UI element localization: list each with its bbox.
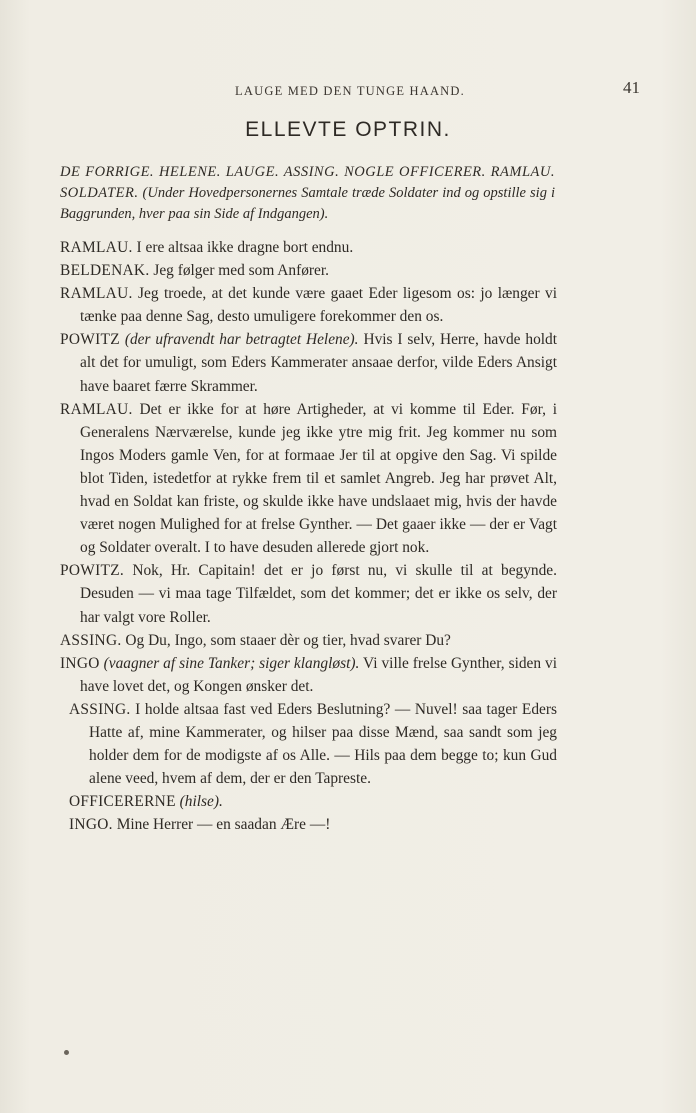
speech-text: Vi ville frelse Gynther, siden vi have lovet det, og Kongen ønsker det. — [80, 654, 558, 695]
speaker-name: POWITZ. — [60, 562, 125, 580]
speech-text: Hvis I selv, Herre, havde holdt alt det for umuligt, som Eders Kammerater ansaae derfor, vilde Eders Ansigt have baaret færre Skrammer. — [80, 331, 558, 395]
speech — [60, 282, 557, 328]
speech — [60, 328, 557, 397]
running-head — [60, 78, 640, 100]
speech — [69, 813, 557, 836]
page-number: 41 — [623, 78, 640, 97]
speech — [60, 629, 557, 652]
speech — [60, 236, 557, 259]
speech — [60, 398, 557, 560]
speaker-name: ASSING. — [69, 700, 131, 718]
speaker-name: OFFICERERNE — [69, 793, 176, 811]
speech — [69, 698, 557, 790]
speaker-name: POWITZ — [60, 331, 120, 349]
speech — [60, 652, 557, 698]
speech-text: Mine Herrer — en saadan Ære —! — [116, 816, 331, 834]
speech — [60, 259, 557, 282]
running-title: LAUGE MED DEN TUNGE HAAND. — [235, 84, 465, 98]
speech-text: Og Du, Ingo, som staaer dèr og tier, hvad svarer Du? — [125, 631, 451, 649]
print-speck — [64, 1050, 69, 1055]
stage-direction: (der ufravendt har betragtet Helene). — [124, 331, 359, 349]
stage-direction: (hilse). — [179, 793, 223, 811]
section-title: ELLEVTE OPTRIN. — [245, 118, 451, 141]
speaker-name: INGO — [60, 654, 100, 672]
speech — [69, 790, 557, 813]
speaker-name: INGO. — [69, 816, 113, 834]
speaker-name: BELDENAK. — [60, 262, 150, 280]
speech-text: Nok, Hr. Capitain! det er jo først nu, vi skulle til at begynde. Desuden — vi maa tage Tilfældet, som det kommer; det er ikke os selv, der har valgt vore Roller. — [80, 562, 557, 626]
speech-text: Jeg troede, at det kunde være gaaet Eder ligesom os: jo længer vi tænke paa denne Sag, desto umuligere forekommer den os. — [80, 285, 557, 326]
stage-direction: (vaagner af sine Tanker; siger klangløst). — [103, 654, 360, 672]
speech-text: Det er ikke for at høre Artigheder, at vi komme til Eder. Før, i Generalens Nærværelse, kunde jeg ikke ytre mig frit. Jeg kommer nu som Ingos Moders gamle Ven, for at formaae Jer til at opgive den Sag. Vi spilde blot Tiden, istedetfor at rykke frem til et samlet Angreb. Jeg har prøvet Alt, hvad en Soldat kan friste, og skulde ikke have undslaaet mig, hvis der havde været nogen Mulighed for at frelse Gynther. — Det gaaer ikke — der er Vagt og Soldater overalt. I to have desuden allerede gjort nok. — [80, 400, 557, 557]
speaker-name: RAMLAU. — [60, 239, 133, 256]
speech-text: I holde altsaa fast ved Eders Beslutning? — Nuvel! saa tager Eders Hatte af, mine Kammerater, og hilser paa disse Mænd, saa sandt som jeg holder dem for de modigste af os Alle. — Hils paa dem begge to; kun Gud alene veed, hvem af dem, der er den Tapreste. — [89, 700, 557, 788]
speaker-name: RAMLAU. — [60, 285, 133, 303]
cast-stage-direction: (Under Hovedpersonernes Samtale træde Soldater ind og opstille sig i Baggrunden, hver paa sin Side af Indgangen). — [60, 185, 556, 222]
cast-list — [60, 162, 555, 225]
speech-text: Jeg følger med som Anfører. — [153, 262, 330, 280]
speech — [60, 559, 557, 628]
speech-text: I ere altsaa ikke dragne bort endnu. — [136, 239, 354, 256]
speaker-name: ASSING. — [60, 631, 122, 649]
dialogue — [60, 236, 557, 836]
cast-names: DE FORRIGE. HELENE. LAUGE. ASSING. NOGLE OFFICERER. RAMLAU. SOLDATER. — [60, 164, 555, 201]
speaker-name: RAMLAU. — [60, 400, 133, 418]
